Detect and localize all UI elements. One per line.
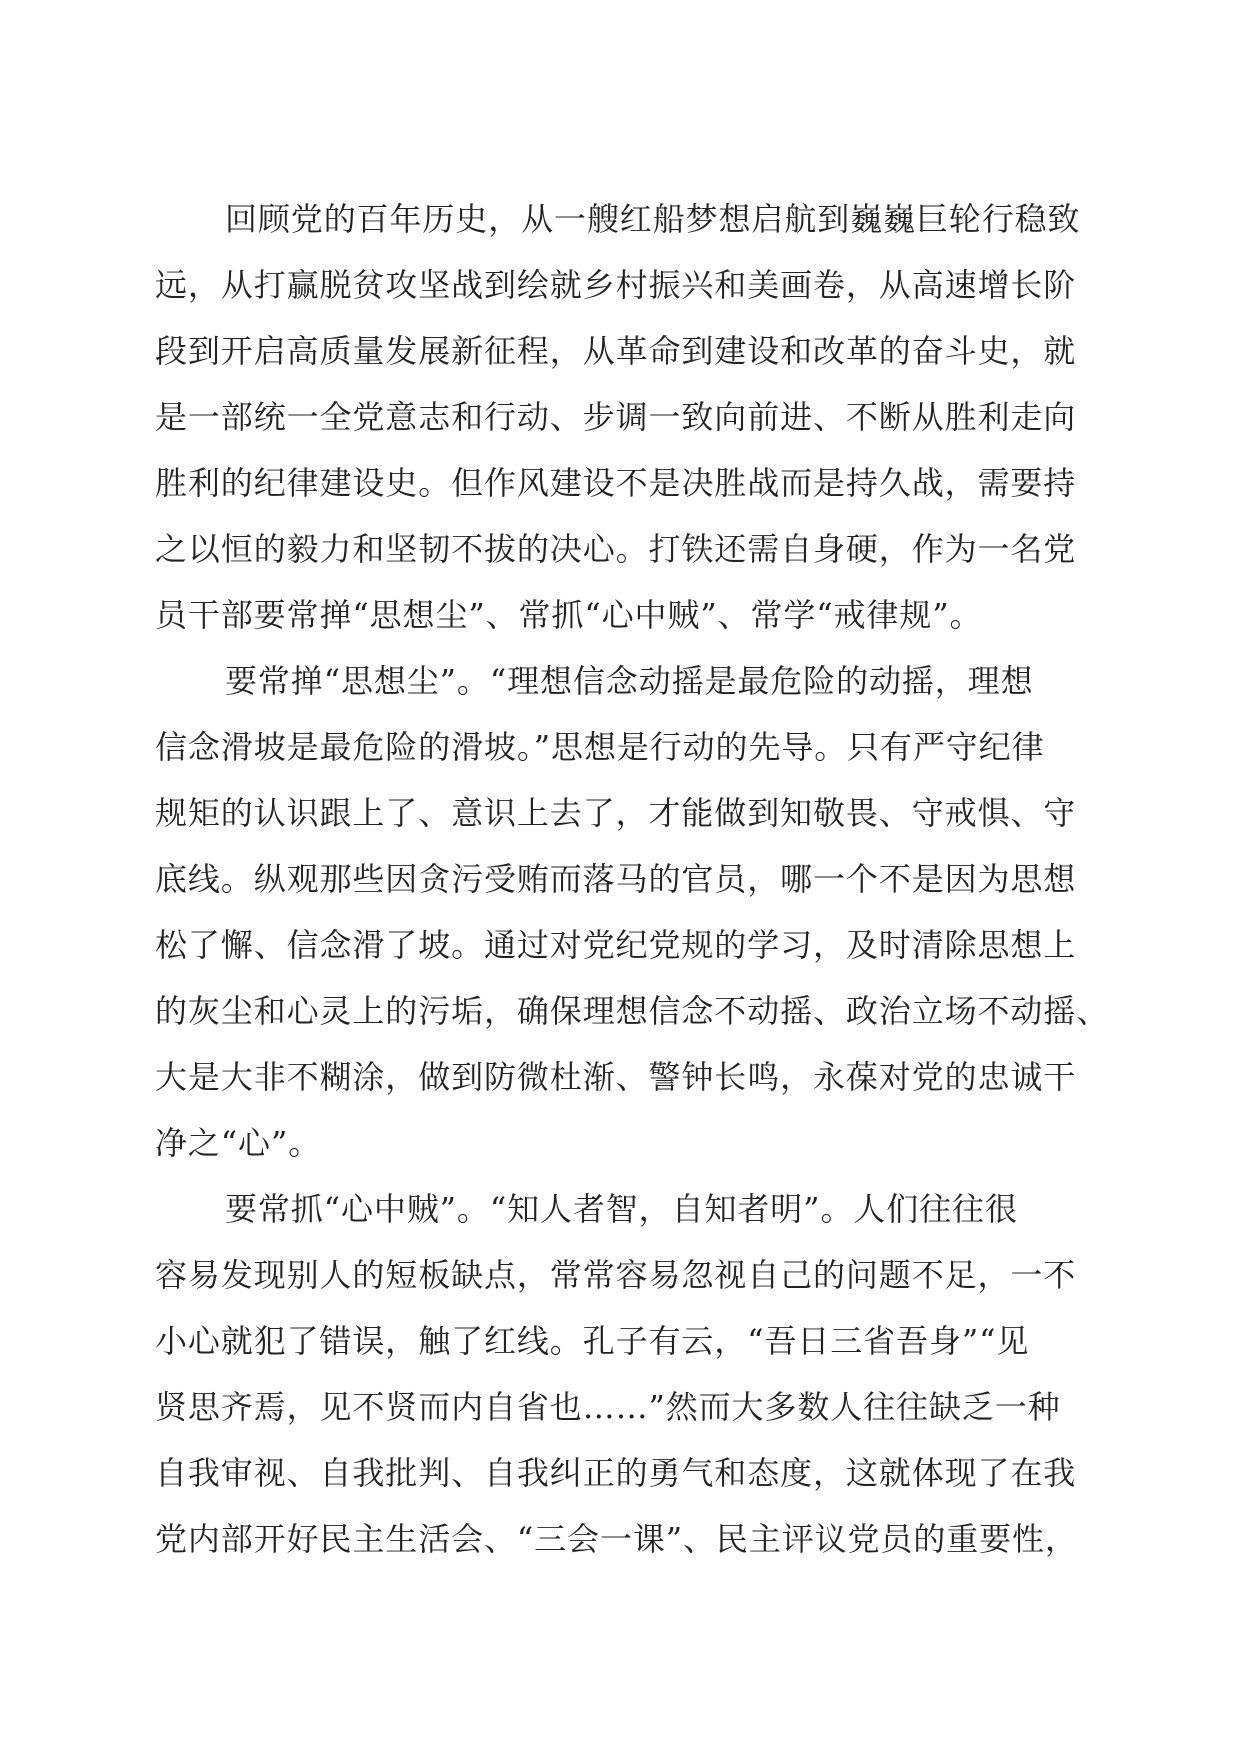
paragraph-1-line-3: 段到开启高质量发展新征程，从革命到建设和改革的奋斗史，就 xyxy=(155,332,1077,370)
paragraph-1-line-5: 胜利的纪律建设史。但作风建设不是决胜战而是持久战，需要持 xyxy=(155,464,1077,502)
paragraph-1-line-2: 远，从打赢脱贫攻坚战到绘就乡村振兴和美画卷，从高速增长阶 xyxy=(155,266,1077,304)
paragraph-2-line-8: 净之“心”。 xyxy=(155,1124,322,1162)
paragraph-3-line-5: 自我审视、自我批判、自我纠正的勇气和态度，这就体现了在我 xyxy=(155,1454,1077,1492)
paragraph-2-line-2: 信念滑坡是最危险的滑坡。”思想是行动的先导。只有严守纪律 xyxy=(155,728,1045,766)
paragraph-1-line-1: 回顾党的百年历史，从一艘红船梦想启航到巍巍巨轮行稳致 xyxy=(225,200,1081,238)
paragraph-2-line-1: 要常掸“思想尘”。“理想信念动摇是最危险的动摇，理想 xyxy=(225,662,1034,700)
body-text xyxy=(155,186,1110,1572)
paragraph-3-line-4: 贤思齐焉，见不贤而内自省也……”然而大多数人往往缺乏一种 xyxy=(155,1388,1061,1426)
paragraph-1-line-6: 之以恒的毅力和坚韧不拔的决心。打铁还需自身硬，作为一名党 xyxy=(155,530,1077,568)
paragraph-2-line-5: 松了懈、信念滑了坡。通过对党纪党规的学习，及时清除思想上 xyxy=(155,926,1077,964)
paragraph-2-line-7: 大是大非不糊涂，做到防微杜渐、警钟长鸣，永葆对党的忠诚干 xyxy=(155,1058,1077,1096)
paragraph-3-line-2: 容易发现别人的短板缺点，常常容易忽视自己的问题不足，一不 xyxy=(155,1256,1077,1294)
paragraph-2-line-3: 规矩的认识跟上了、意识上去了，才能做到知敬畏、守戒惧、守 xyxy=(155,794,1077,832)
paragraph-3-line-6: 党内部开好民主生活会、“三会一课”、民主评议党员的重要性， xyxy=(155,1520,1078,1558)
paragraph-2-line-4: 底线。纵观那些因贪污受贿而落马的官员，哪一个不是因为思想 xyxy=(155,860,1077,898)
paragraph-3-line-1: 要常抓“心中贼”。“知人者智，自知者明”。人们往往很 xyxy=(225,1190,1018,1228)
paragraph-2-line-6: 的灰尘和心灵上的污垢，确保理想信念不动摇、政治立场不动摇、 xyxy=(155,992,1110,1030)
paragraph-1-line-4: 是一部统一全党意志和行动、步调一致向前进、不断从胜利走向 xyxy=(155,398,1077,436)
paragraph-3-line-3: 小心就犯了错误，触了红线。孔子有云，“吾日三省吾身”“见 xyxy=(155,1322,1030,1360)
paragraph-1-line-7: 员干部要常掸“思想尘”、常抓“心中贼”、常学“戒律规”。 xyxy=(155,596,983,634)
